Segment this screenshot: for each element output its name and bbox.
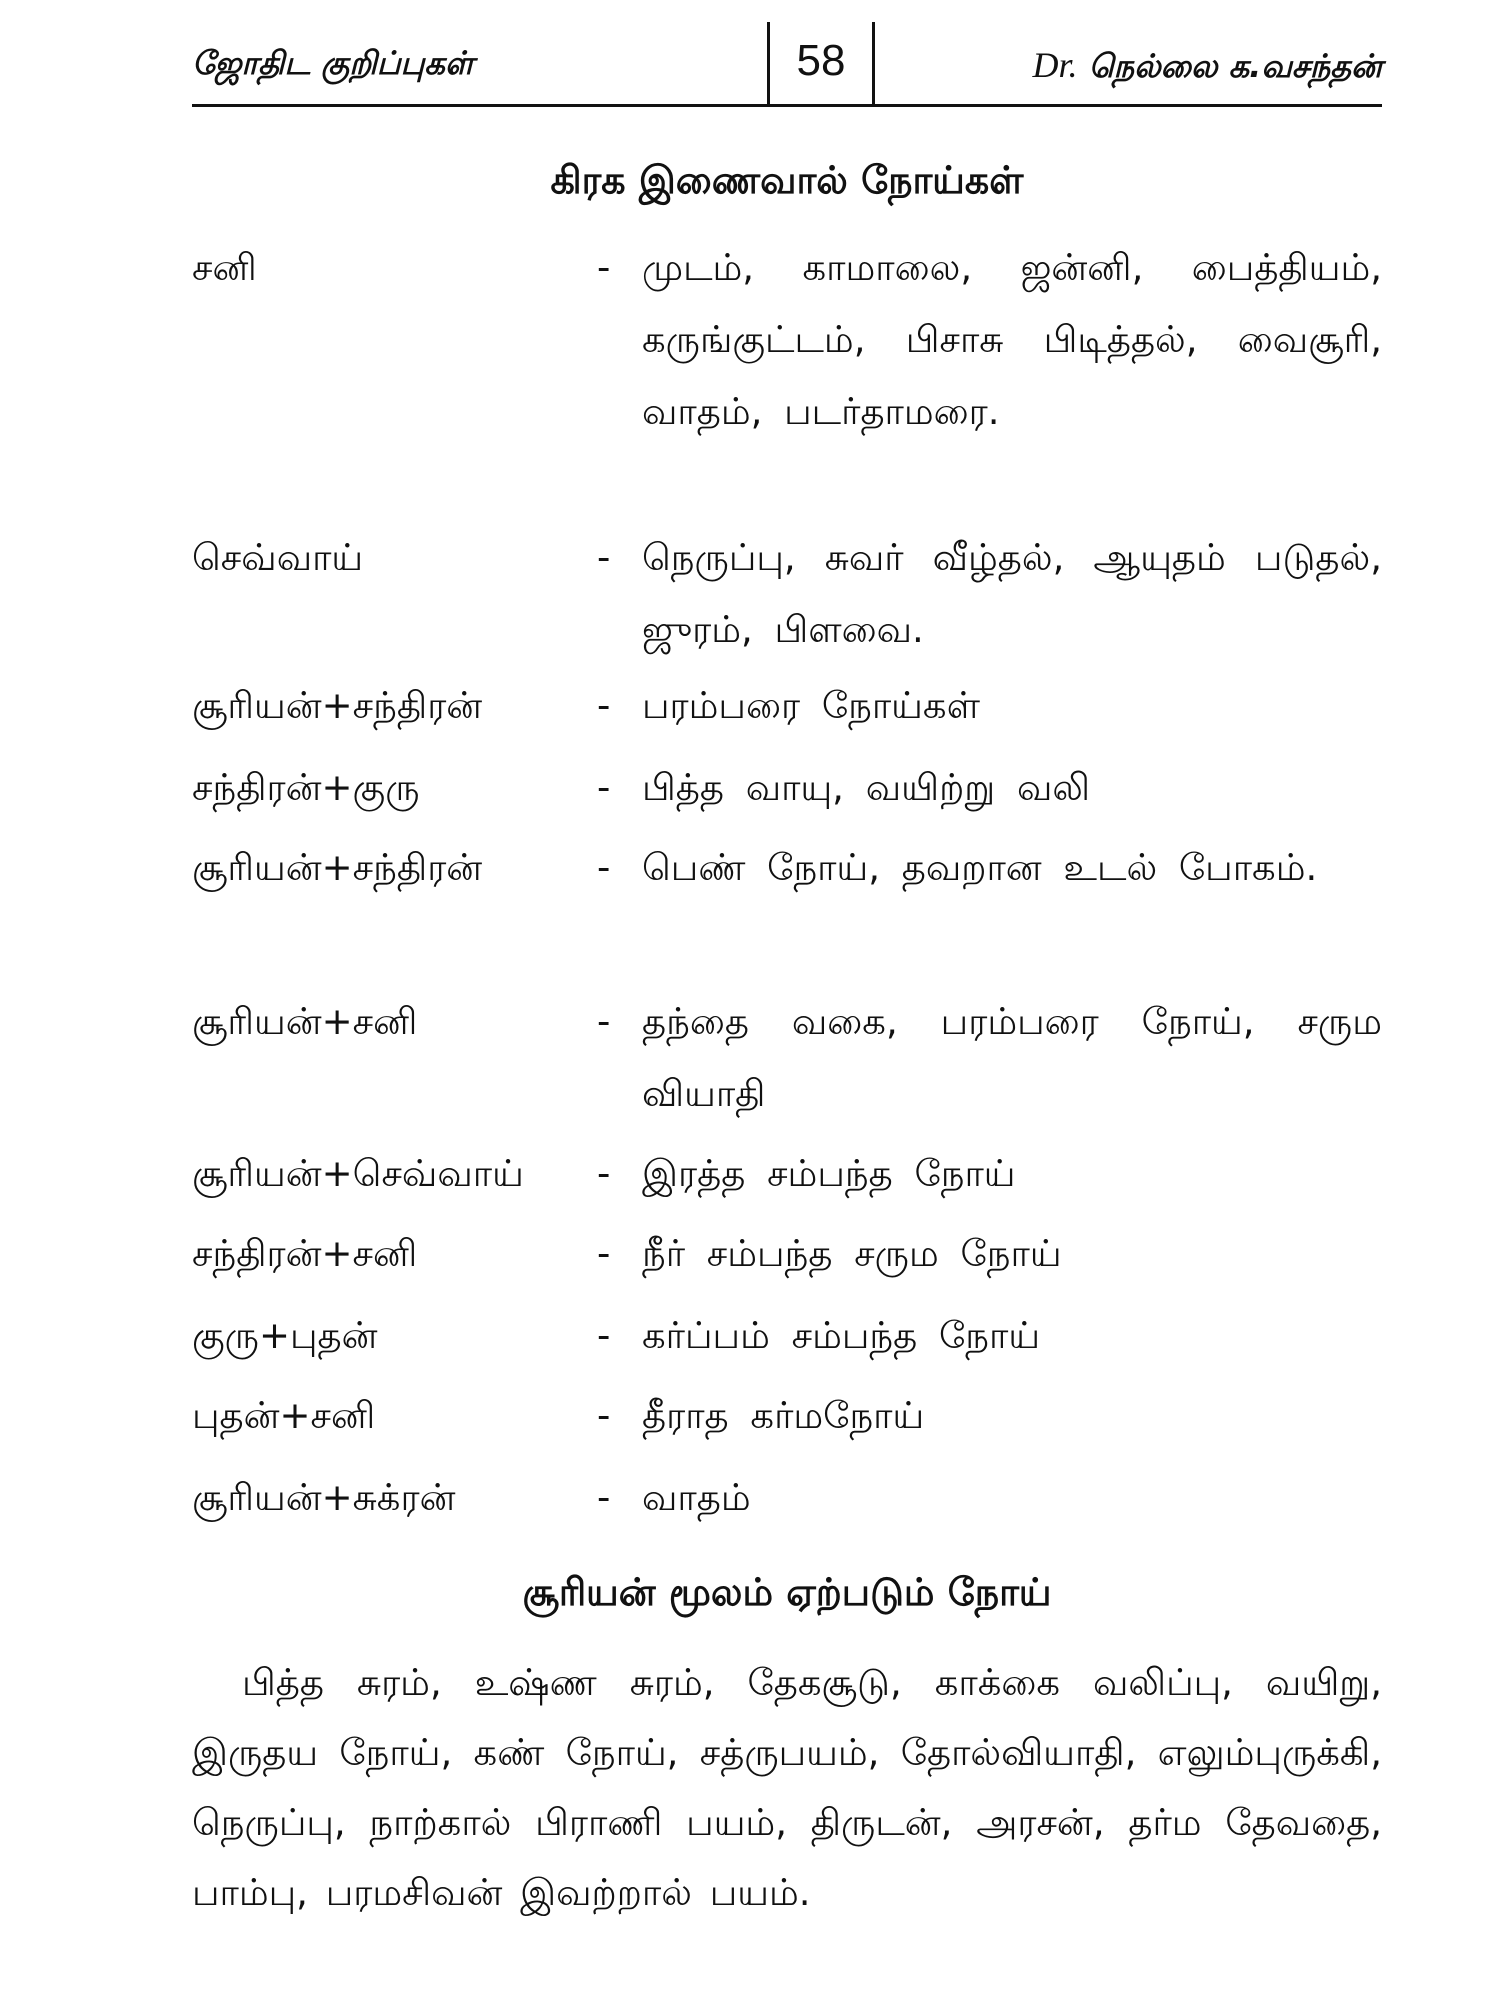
book-title: ஜோதிட குறிப்புகள் (192, 44, 474, 82)
disease-list: கர்ப்பம் சம்பந்த நோய் (642, 1314, 1041, 1357)
planet-label: சனி (192, 246, 257, 289)
disease-list: இரத்த சம்பந்த நோய் (642, 1152, 1016, 1195)
author (1032, 44, 1382, 89)
planet-label: சூரியன்+சனி (192, 1000, 418, 1043)
disease-list: தந்தை வகை, பரம்பரை நோய், சரும வியாதி (642, 1000, 1382, 1115)
page-header (192, 22, 1382, 107)
separator-dash: - (597, 1394, 611, 1437)
separator-dash: - (597, 766, 611, 809)
separator-dash: - (597, 684, 611, 727)
planet-label: சந்திரன்+குரு (192, 766, 420, 809)
separator-dash: - (597, 1232, 611, 1275)
separator-dash: - (597, 1152, 611, 1195)
planet-label: சூரியன்+சந்திரன் (192, 846, 483, 889)
page-number: 58 (796, 36, 846, 85)
section-heading-planet-combinations: கிரக இணைவால் நோய்கள் (550, 158, 1024, 202)
planet-label: சூரியன்+சுக்ரன் (192, 1476, 456, 1519)
planet-label: புதன்+சனி (192, 1394, 376, 1437)
planet-label: செவ்வாய் (192, 536, 364, 579)
planet-label: குரு+புதன் (192, 1314, 378, 1357)
separator-dash: - (597, 536, 611, 579)
disease-list: பெண் நோய், தவறான உடல் போகம். (642, 846, 1318, 889)
author-name: நெல்லை க.வசந்தன் (1077, 47, 1382, 85)
separator-dash: - (597, 246, 611, 289)
disease-list: தீராத கர்மநோய் (642, 1394, 925, 1437)
separator-dash: - (597, 846, 611, 889)
disease-list: முடம், காமாலை, ஜன்னி, பைத்தியம், கருங்குட்டம், பிசாசு பிடித்தல், வைசூரி, வாதம், படர்தாமரை. (642, 246, 1382, 433)
header-divider-right (872, 22, 875, 104)
disease-list: பரம்பரை நோய்கள் (642, 684, 980, 727)
separator-dash: - (597, 1476, 611, 1519)
author-prefix: Dr. (1032, 45, 1078, 85)
planet-label: சூரியன்+செவ்வாய் (192, 1152, 524, 1195)
planet-label: சூரியன்+சந்திரன் (192, 684, 483, 727)
sun-diseases-paragraph: பித்த சுரம், உஷ்ண சுரம், தேகசூடு, காக்கை வலிப்பு, வயிறு, இருதய நோய், கண் நோய், சத்ருபயம், தோல்வியாதி, எலும்புருக்கி, நெருப்பு, நாற்கால் பிராணி பயம், திருடன், அரசன், தர்ம தேவதை, பாம்பு, பரமசிவன் இவற்றால் பயம். (192, 1661, 1382, 1914)
section-heading-sun-diseases: சூரியன் மூலம் ஏற்படும் நோய் (522, 1570, 1052, 1614)
planet-label: சந்திரன்+சனி (192, 1232, 418, 1275)
disease-list: நீர் சம்பந்த சரும நோய் (642, 1232, 1062, 1275)
disease-list: வாதம் (642, 1476, 751, 1519)
separator-dash: - (597, 1314, 611, 1357)
disease-list: நெருப்பு, சுவர் வீழ்தல், ஆயுதம் படுதல், ஜுரம், பிளவை. (642, 536, 1382, 651)
separator-dash: - (597, 1000, 611, 1043)
disease-list: பித்த வாயு, வயிற்று வலி (642, 766, 1091, 809)
